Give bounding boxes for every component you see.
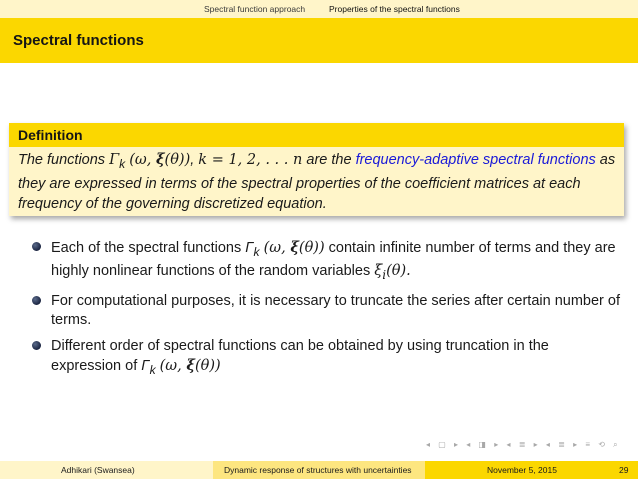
definition-label: Definition (18, 127, 83, 143)
definition-header (9, 123, 624, 147)
beamer-navigation-icons[interactable]: ◂ ▢ ▸ ◂ ◨ ▸ ◂ ≣ ▸ ◂ ≣ ▸ ≡ ⟲ ⌕ (426, 440, 621, 449)
footer-talk-title: Dynamic response of structures with uncertainties (224, 465, 412, 475)
footer-author-cell (0, 461, 213, 479)
bullet-icon (32, 296, 41, 305)
footer-page-number: 29 (619, 465, 629, 475)
footer-date-cell (425, 461, 638, 479)
frequency-adaptive-link[interactable]: frequency-adaptive spectral functions (355, 152, 596, 168)
section-link-spectral-function-approach[interactable]: Spectral function approach (204, 4, 306, 14)
definition-mid: are the (306, 152, 352, 168)
section-link-properties[interactable]: Properties of the spectral functions (329, 4, 460, 14)
gamma-argument: (ω, ξ(θ)) (129, 151, 191, 168)
footer (0, 461, 638, 479)
bullet-icon (32, 341, 41, 350)
list-item: Different order of spectral functions can be obtained by using truncation in the expression of $\Gamma_k$ (ω, ξ(θ)) (32, 337, 622, 381)
bullet-list (32, 238, 622, 387)
definition-text (18, 150, 618, 214)
gamma-symbol: $\Gamma_k$ (141, 358, 156, 378)
gamma-symbol: $\Gamma_k$ (245, 240, 260, 259)
bullet-icon (32, 242, 41, 251)
top-navigation-bar (0, 0, 638, 18)
xi-i-theta: $\xi_i(\theta)$. (374, 263, 411, 283)
list-item: Each of the spectral functions $\Gamma_k$ (ω, ξ(θ)) contain infinite number of terms and they are highly nonlinear functions of the random variables $\xi_i(\theta)$. (32, 238, 622, 286)
list-item: For computational purposes, it is necessary to truncate the series after certain number of terms. (32, 292, 622, 331)
definition-rest: as they are expressed in terms of the spectral properties of the coefficient matrices at each frequency of the governing discretized equation. (18, 152, 616, 212)
definition-body (9, 147, 624, 216)
slide-title: Spectral functions (13, 32, 144, 49)
footer-title-cell (213, 461, 425, 479)
slide-title-bar (0, 18, 638, 63)
k-range: k = 1, 2, . . . n (198, 152, 303, 168)
definition-pre: The functions (18, 152, 106, 168)
definition-comma: , (190, 152, 195, 168)
footer-date: November 5, 2015 (487, 465, 557, 475)
gamma-symbol: $\Gamma_k$ (109, 152, 126, 171)
definition-block (9, 123, 624, 216)
footer-author: Adhikari (Swansea) (61, 465, 135, 475)
gamma-argument: (ω, ξ(θ)) (263, 239, 325, 256)
gamma-argument: (ω, ξ(θ)) (159, 357, 221, 375)
